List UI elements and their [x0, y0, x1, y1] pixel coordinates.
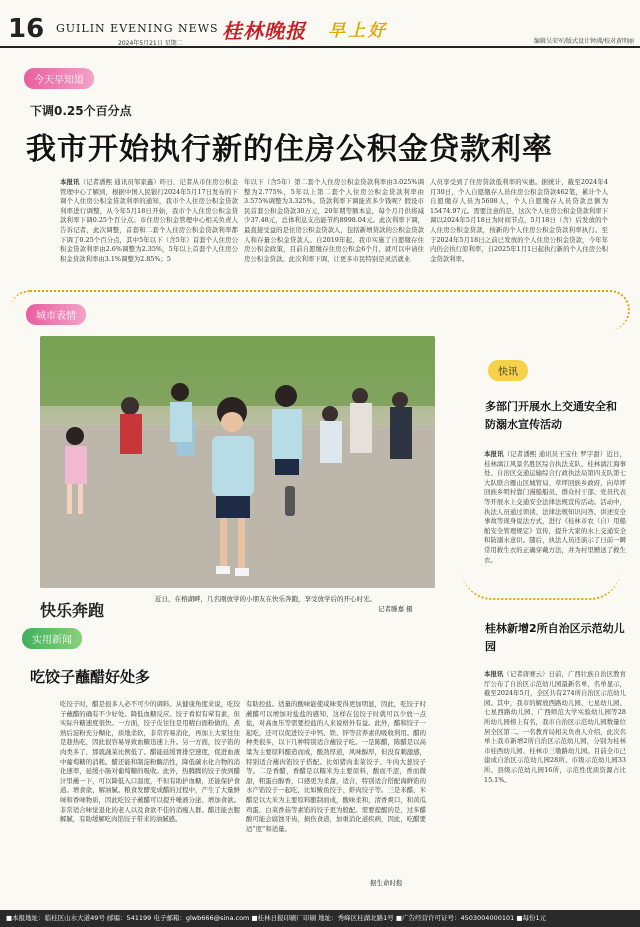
supplement-logo: 早上好: [328, 21, 388, 41]
dumpling-headline: 吃饺子蘸醋好处多: [30, 668, 151, 686]
section-tag-brief: 快讯: [488, 360, 528, 381]
page-number: 16: [8, 14, 45, 44]
section-tag-practical: 实用新闻: [22, 628, 82, 649]
brief-2-body: [484, 670, 626, 858]
lead-col1-text: （记者潘熙 通讯员邹家鑫）昨日，记者从市住房公积金管理中心了解到，根据中国人民银行2024年5月17日发布的下调个人住房公积金贷款利率的通知，我市个人住房公积金贷款利率进行调整，从今年5月18日开始，我市个人住房公积金贷款利率下调0.25个百分点。市住房公积金管理中心相关负责人告诉记者，此次调整，首套和二套个人住房公积金贷款利率都下调了0.25个百分点，其中5年以下（含5年）首套个人住房公积金贷款利率由2.6%调整为2.35%，5年以上首套个人住房公积金贷款利率由3.1%调整为2.85%；5: [60, 178, 238, 263]
issue-date: 2024年5月21日 星期二: [118, 40, 183, 47]
photo-credit: 记者滕嘉 摄: [378, 605, 413, 613]
section-tag-today: 今天早知道: [24, 68, 94, 89]
running-children-photo: [40, 336, 435, 588]
brief-1-dateline: 本报讯: [484, 450, 504, 458]
photo-illustration: [40, 336, 435, 588]
brief-2-text: （记者唐赛云）日前，广西壮族自治区教育厅公布了自治区示范幼儿园最新名单，名单显示，截至2024年5月，全区共有274所自治区示范幼儿园。其中，我市的解放西路幼儿园、七星幼儿园、七星西路幼儿园、广西师范大学实验幼儿园等28所幼儿园榜上有名，我市自治区示范幼儿园数量位居全区第二。一名教育局相关负责人介绍，此次名单上我市新增2所自治区示范幼儿园，分别为桂林市桂西幼儿园、桂林市三墩路幼儿园。目前全市已建成自治区示范幼儿园28所、市级示范幼儿园33所、县级示范幼儿园16所，示范性优质资源占比15.1%。: [484, 670, 626, 784]
lead-headline: 我市开始执行新的住房公积金贷款利率: [26, 132, 553, 167]
paper-logo: 桂林晚报: [222, 19, 306, 43]
lead-column-3: 人员享受到了住房贷款低利率的实惠。据统计，截至2024年4月30日，个人自愿缴存人员住房公积金贷款462笔，累计个人自愿缴存人员为5698人，个人自愿缴存人员贷款总额为15474.97元。需要注意的是，这次个人住房公积金贷款利率下调以2024年5月18日为时间节点，5月18日（含）后发放的个人住房公积金贷款，按新的个人住房公积金贷款利率执行。至于2024年5月18日之前已发放的个人住房公积金贷款，今年年内仍会执行原利率，自2025年1月1日起执行新的个人住房公积金贷款利率。: [430, 178, 608, 263]
editor-credits: 编辑吴荣军/版式设计钟沸/校对黄明丽: [533, 38, 634, 45]
brief-1-body: [484, 450, 626, 600]
brief-2-title: 桂林新增2所自治区示范幼儿园: [485, 622, 625, 653]
lead-subhead: 下调0.25个百分点: [30, 104, 132, 118]
dumpling-column-1: 吃饺子时，醋是很多人必不可少的调料。从健康角度来说，吃饺子蘸醋的确有不少好处。降低血糖反应。饺子看似有荤有素，但实际升糖速度很快。一方面，饺子皮往往是用精白面粉做的，煮熟后淀粉充分糊化，质地柔软，非常容易消化，再加上大家往往是趁热吃，因此很容易导致血糖迅速上升。另一方面，饺子馅的肉类多了，那就蔬菜比例低了。醋能延缓胃排空速度，促进血液中葡萄糖的消耗。醋还能和制淀粉酶活性，降低碳水化合物的消化速率，延缓小肠对葡萄糖的吸收。此外，热腾腾的饺子放到醋汁里蘸一下，可以降低入口温度，不但有助护血糖，还能保护食道。增食欲、解油腻。粮食发酵变成醋的过程中，产生了大量鲜味和香味物质，因此吃饺子蘸醋可以提升唾液分泌、增加食欲。非常适合味觉退化的老人以及食欲不佳的消瘦人群。醋还能去腥解腻，有助缓解吃肉馅饺子带来的油腻感。: [60, 700, 240, 824]
page-footer: ■本报地址：临桂区山水大道49号 邮编：541199 电子邮箱：glwb666@sina.com ■桂林日报印刷厂印刷 地址：秀峰区桂湖北路1号 ■广告经营许可证号：4503004000101 ■每份1元: [0, 910, 640, 927]
masthead: [0, 0, 640, 48]
decorative-dotted-path: [10, 290, 630, 330]
photo-caption: 近日，在榕湖畔，几名刚放学的小朋友在快乐奔跑，享受放学后的开心时光。: [155, 595, 376, 603]
paper-name: GUILIN EVENING NEWS: [56, 22, 219, 35]
photo-title: 快乐奔跑: [40, 601, 105, 620]
brief-2-dateline: 本报讯: [484, 670, 504, 678]
section-tag-city: 城市表情: [26, 304, 86, 325]
brief-1-title: 多部门开展水上交通安全和防溺水宣传活动: [485, 400, 617, 431]
lead-column-1: [60, 178, 238, 296]
dumpling-column-2: 有助控盐。适量的酸味能使咸味变得更加明显，因此，吃饺子时蘸醋可以增加对盐盐的感知，这样在包饺子时就可以少放一点盐，对高血压等需要控盐的人来说格外有益。此外，醋和饺子一起吃，还可以促进饺子中钙、铁、锌等营养素的吸收利用。醋的种类很多，以下几种特别适合蘸饺子吃。一是陈醋，陈醋是以高粱为主要原料酿造而成，酸劲厚道，风味醇厚，但没有刺激感，特别适合蘸肉馅饺子搭配。比如猪肉韭菜饺子、牛肉大葱饺子等。二是香醋，香醋是以糯米为主要原料，酸而不涩，香而微甜，粗蛋白醇香，口感更为柔甜，适合，特别适合搭配海鲜馅的水产馅饺子一起吃，比如鲅鱼饺子、虾肉饺子等。三是米醋，米醋是以大米为主要原料酿制而成，酸味柔和，清香爽口，和黄瓜鸡蛋，白菜香菇等素馅的饺子更为般配。需要提醒的是，过多醋酸可能会腐蚀牙齿，损伤食道，加重消化道疾病，因此，吃醋要适“度”和适量。: [246, 700, 426, 833]
lead-dateline: 本报讯: [60, 178, 80, 186]
lead-column-2: 年以下（含5年）第二套个人住房公积金贷款利率由3.025%调整为2.775%，5年以上第二套个人住房公积金贷款利率由3.575%调整为3.325%。贷款利率下调能省多少钱呢？假设市民首套公积金贷款30万元，20年期等额本息，每个月月供将减少37.48元，总体利息支出能节约8998.04元。此次利率下调，最直接受益的是住房公积金贷款人，包括新增贷款的公积金贷款人和存量公积金贷款人。自2019年起，我市实施了自愿缴存住房公积金政策，目前自愿缴存住房公积金6个月，就可以申请住房公积金贷款。此次利率下调，让更多市民特别是灵活就业: [244, 178, 424, 263]
brief-1-text: （记者潘熙 通讯员王宝仕 罗宇甜）近日，桂林漓江风景名胜区综合执法支队、桂林漓江海事处、自治区交通运输综合行政执法局第四支队第七大队联合雁山区城管局、草坪回族乡政府，向草坪回族乡明村靠门漫船船员、群众村干部、党员代表等开展水上交通安全法律法规宣传活动。活动中，执法人员通过领读、法律法规知识问答、讲述安全事故等现身说法方式，进行《桂林市农（自）用船舶安全管理规定》宣传，提升大家的水上交通安全和防溺水意识。随后，执法人员还演示了日前一瞬常用救生衣的正确穿戴方法，并为村里赠送了救生衣。: [484, 450, 626, 564]
dumpling-byline: 据生命时报: [370, 879, 403, 887]
